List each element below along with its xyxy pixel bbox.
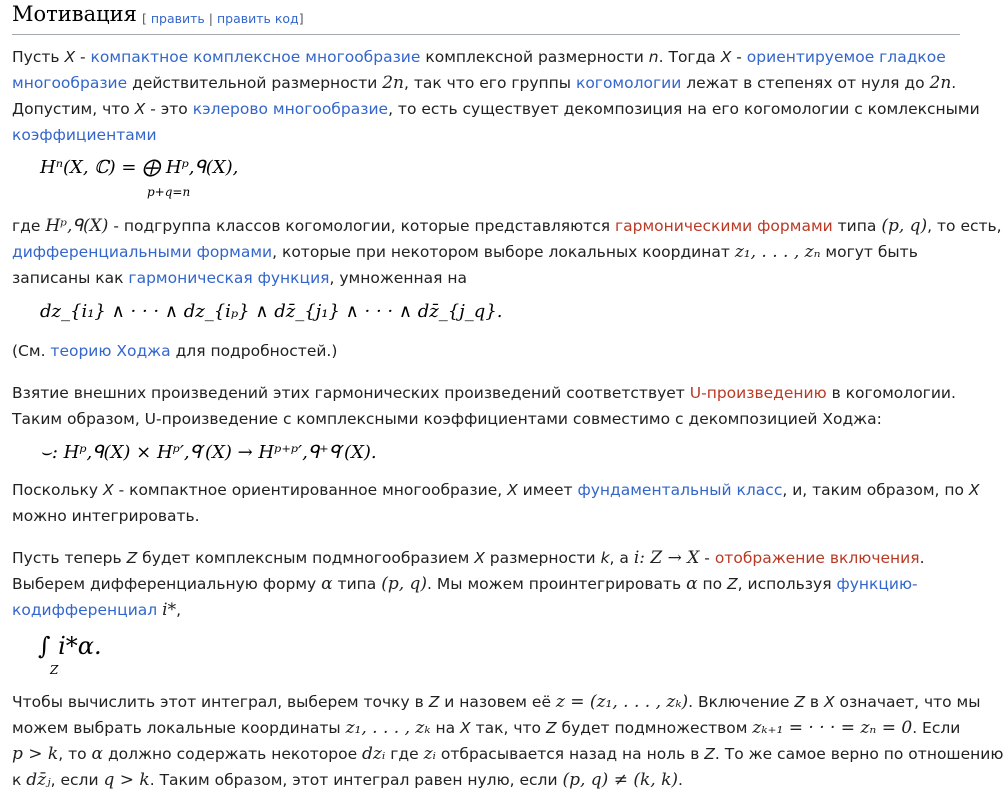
text: , умноженная на	[329, 269, 467, 287]
text: на	[430, 719, 461, 737]
text: действительной размерности	[127, 74, 383, 92]
edit-separator: |	[208, 11, 213, 26]
text: будет подмножеством	[556, 719, 753, 737]
text: Выберем дифференциальную форму	[12, 575, 322, 593]
formula-subscript: p+q=n	[147, 185, 191, 199]
p1-line4	[12, 122, 157, 148]
text: ,	[176, 601, 182, 619]
link-cohomology[interactable]: когомологии	[575, 74, 682, 92]
text: Допустим, что	[12, 100, 135, 118]
text: , то	[58, 745, 92, 763]
var-X: X	[507, 481, 518, 499]
link-orientable-smooth[interactable]: ориентируемое гладкое	[746, 48, 946, 66]
section-heading	[12, 0, 960, 35]
math-2n: 2n	[929, 73, 952, 93]
edit-section-links	[142, 11, 304, 26]
edit-link[interactable]: править	[150, 11, 205, 26]
text: , и, таким образом, по	[782, 481, 969, 499]
var-Z: Z	[428, 693, 440, 711]
text: . То же самое верно по отношению	[714, 745, 1003, 763]
text: отбрасывается назад на ноль в	[435, 745, 705, 763]
math-point: z = (z₁, . . . , zₖ)	[555, 692, 689, 712]
text: по	[697, 575, 728, 593]
p3-line	[12, 338, 337, 364]
text: , то есть существует декомпозиция на его когомологии с комлексными	[388, 100, 980, 118]
formula-subscript: Z	[50, 663, 59, 677]
text: . Таким образом, этот интеграл равен нулю, если	[149, 771, 563, 789]
math-2n: 2n	[382, 73, 404, 93]
var-X: X	[968, 481, 980, 499]
p7-line3	[12, 741, 1003, 767]
link-differential-forms[interactable]: дифференциальными формами	[12, 243, 273, 261]
bracket-close: ]	[298, 11, 304, 26]
link-codifferential[interactable]: кодифференциал	[12, 601, 158, 619]
math-i-star: i*	[162, 600, 177, 620]
text: и назовем её	[439, 693, 556, 711]
link-harmonic-forms[interactable]: гармоническими формами	[614, 217, 833, 235]
p7-line4	[12, 767, 683, 793]
text: . Если	[912, 719, 961, 737]
link-harmonic-function[interactable]: гармоническая функция	[128, 269, 330, 287]
text: , так что его группы	[404, 74, 576, 92]
var-k: k	[600, 549, 610, 567]
var-X: X	[134, 100, 146, 118]
formula-text: ⌣: Hᵖ,ᑫ(X) × Hᵖ′,ᑫ′(X) → Hᵖ⁺ᵖ′,ᑫ⁺ᑫ′(X).	[40, 442, 377, 463]
text: будет комплексным подмногообразием	[137, 549, 475, 567]
text: .	[919, 549, 925, 567]
text: -	[75, 48, 91, 66]
section-title: Мотивация	[12, 2, 137, 26]
p6-line3	[12, 597, 181, 623]
text: имеет	[517, 481, 578, 499]
link-inclusion-map[interactable]: отображение включения	[714, 549, 920, 567]
math-subset: zₖ₊₁ = · · · = zₙ = 0	[752, 718, 913, 738]
math-q-gt-k: q > k	[103, 770, 150, 790]
text: Взятие внешних произведений этих гармонических произведений соответствует	[12, 384, 690, 402]
formula-text: dz_{i₁} ∧ · · · ∧ dz_{iₚ} ∧ dz̄_{j₁} ∧ · · · ∧ dz̄_{j_q}.	[40, 301, 503, 322]
text: (См.	[12, 342, 51, 360]
math-dzbar-j: dz̄ⱼ	[26, 770, 51, 790]
edit-code-link[interactable]: править код	[216, 11, 299, 26]
p7-line1	[12, 689, 980, 715]
formula-sum-subscript	[147, 185, 190, 199]
p5-line1	[12, 477, 980, 503]
text: Чтобы вычислить этот интеграл, выберем точку в	[12, 693, 429, 711]
var-Z: Z	[704, 745, 715, 763]
text: - подгруппа классов когомологии, которые представляются	[108, 217, 615, 235]
p2-line2	[12, 239, 918, 265]
text: означает, что мы	[834, 693, 981, 711]
formula-text: Hⁿ(X, ℂ) = ⨁ Hᵖ,ᑫ(X),	[40, 157, 239, 178]
text: - это	[145, 100, 193, 118]
p5-line2	[12, 503, 200, 529]
text: могут быть	[820, 243, 918, 261]
text: в	[804, 693, 824, 711]
math-pq: (p, q)	[381, 574, 428, 594]
text: Таким образом, U-произведение с комплексными коэффициентами совместимо с декомпозицией Ходжа:	[12, 410, 882, 428]
math-Hpq: Hᵖ,ᑫ(X)	[45, 216, 109, 236]
var-X: X	[103, 481, 114, 499]
formula-integral-subscript	[50, 663, 58, 677]
p2-line3	[12, 265, 467, 291]
text: . Тогда	[658, 48, 721, 66]
link-fundamental-class[interactable]: фундаментальный класс	[577, 481, 783, 499]
text: можно интегрировать.	[12, 507, 200, 525]
text: , если	[50, 771, 104, 789]
text: комплексной размерности	[420, 48, 649, 66]
var-X: X	[64, 48, 76, 66]
text: .	[678, 771, 683, 789]
math-alpha: α	[686, 574, 698, 594]
math-coords: z₁, . . . , zₖ	[345, 718, 431, 738]
text: Поскольку	[12, 481, 104, 499]
text: , которые при некотором выборе локальных координат	[272, 243, 735, 261]
text: - компактное ориентированное многообразие,	[113, 481, 508, 499]
var-X: X	[720, 48, 732, 66]
text: должно содержать некоторое	[103, 745, 363, 763]
text: записаны как	[12, 269, 129, 287]
link-manifold[interactable]: многообразие	[12, 74, 128, 92]
link-cup-product[interactable]: U-произведению	[689, 384, 827, 402]
var-X: X	[460, 719, 471, 737]
text: размерности	[484, 549, 601, 567]
text: где	[12, 217, 46, 235]
link-function-codifferential[interactable]: функцию-	[836, 575, 918, 593]
p7-line2	[12, 715, 960, 741]
link-kahler-manifold[interactable]: кэлерово многообразие	[192, 100, 389, 118]
var-X: X	[823, 693, 835, 711]
link-coefficients[interactable]: коэффициентами	[12, 126, 157, 144]
text: . Включение	[688, 693, 795, 711]
text: , а	[609, 549, 634, 567]
p1-line3	[12, 96, 980, 122]
formula-integral	[38, 632, 102, 660]
var-X: X	[474, 549, 485, 567]
bracket-open: [	[142, 11, 147, 26]
math-pq: (p, q)	[881, 216, 928, 236]
var-Z: Z	[126, 549, 138, 567]
link-hodge-theory[interactable]: теорию Ходжа	[50, 342, 171, 360]
math-alpha: α	[321, 574, 333, 594]
text: где	[385, 745, 424, 763]
math-coords: z₁, . . . , zₙ	[734, 242, 821, 262]
formula-cup-compat	[40, 442, 377, 463]
formula-hodge-decomposition	[40, 157, 238, 178]
p1-line1	[12, 44, 946, 70]
text: -	[699, 549, 715, 567]
text: можем выбрать локальные координаты	[12, 719, 346, 737]
text: , используя	[737, 575, 837, 593]
text: для подробностей.)	[170, 342, 338, 360]
math-p-gt-k: p > k	[12, 744, 59, 764]
text: так, что	[470, 719, 546, 737]
p4-line2	[12, 406, 882, 432]
math-dzi: dzᵢ	[362, 744, 386, 764]
text: типа	[832, 217, 882, 235]
text: в когомологии.	[826, 384, 956, 402]
p2-line1	[12, 213, 1002, 239]
p4-line1	[12, 380, 956, 406]
var-Z: Z	[545, 719, 557, 737]
text: .	[951, 74, 957, 92]
text: Пусть теперь	[12, 549, 127, 567]
link-compact-complex-manifold[interactable]: компактное комплексное многообразие	[90, 48, 421, 66]
p6-line1	[12, 545, 925, 571]
formula-wedge-product	[40, 301, 503, 322]
text: -	[731, 48, 747, 66]
text: Пусть	[12, 48, 65, 66]
p1-line2	[12, 70, 956, 96]
var-Z: Z	[727, 575, 738, 593]
text: . Мы можем проинтегрировать	[427, 575, 687, 593]
p6-line2	[12, 571, 918, 597]
formula-text: ∫ i*α.	[38, 632, 102, 660]
math-alpha: α	[91, 744, 104, 764]
var-n: n	[648, 48, 659, 66]
text: типа	[332, 575, 382, 593]
math-pq-neq-kk: (p, q) ≠ (k, k)	[562, 770, 679, 790]
var-Z: Z	[794, 693, 805, 711]
text: , то есть,	[927, 217, 1002, 235]
math-zi: zᵢ	[423, 744, 436, 764]
text: к	[12, 771, 27, 789]
text: лежат в степенях от нуля до	[681, 74, 930, 92]
math-inclusion: i: Z → X	[633, 548, 700, 568]
